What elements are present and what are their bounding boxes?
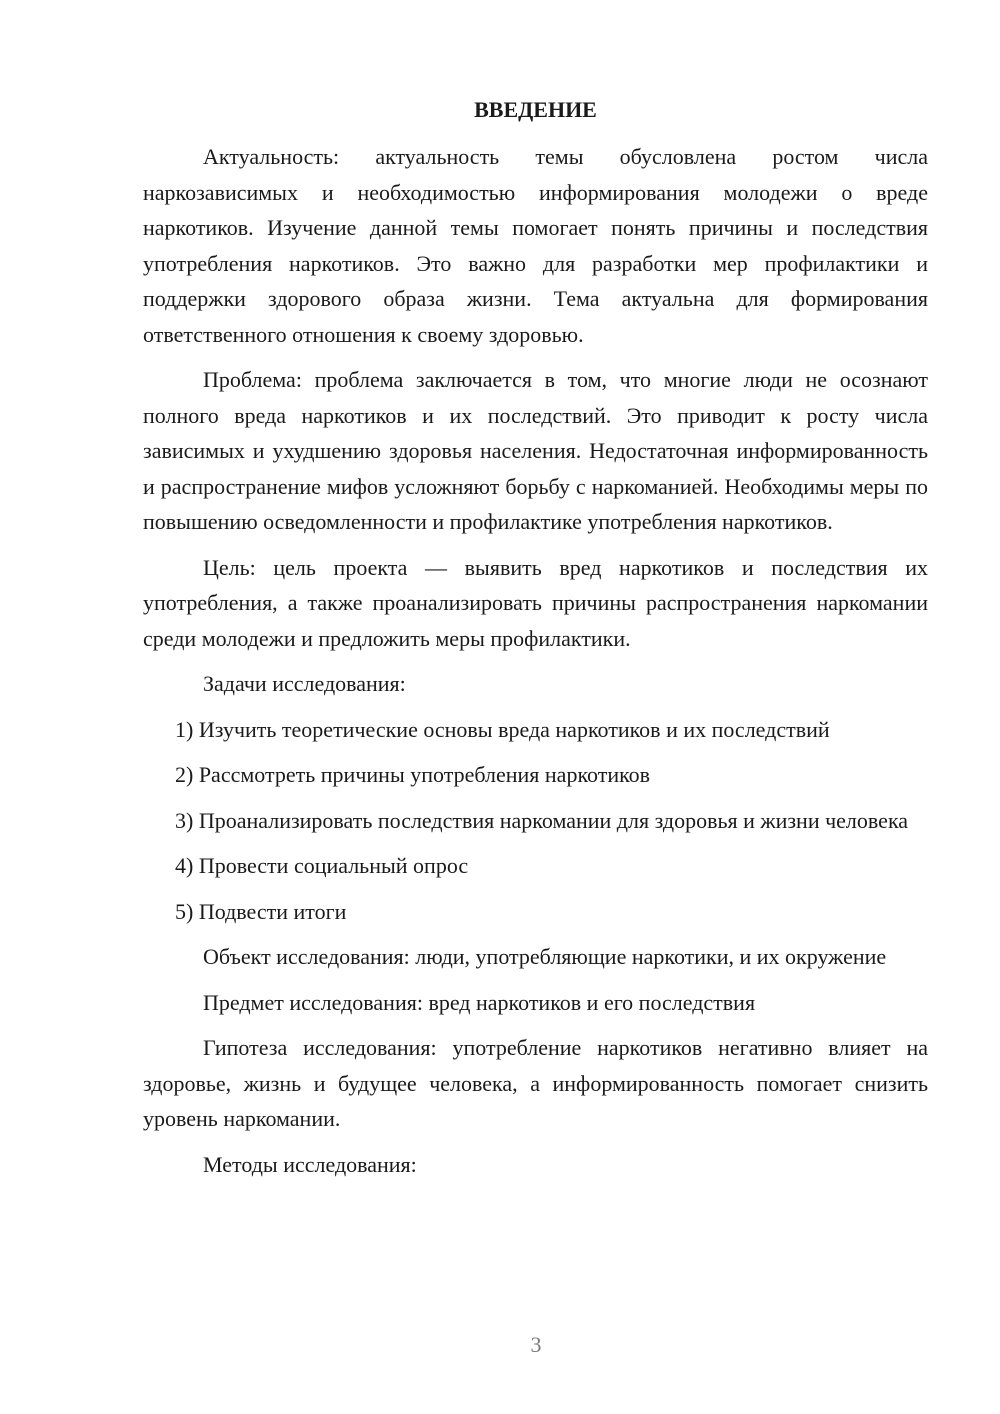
methods-heading: Методы исследования: <box>203 1151 417 1177</box>
task-item: 4) Провести социальный опрос <box>175 853 469 878</box>
paragraph-problem: Проблема: проблема заключается в том, что многие люди не осознают полного вреда наркотиков и их последствий. Это приводит к росту числа зависимых и ухудшению здоровья населения. Недостаточная информированность и распространение мифов усложняют борьбу с наркоманией. Необходимы меры по повышению осведомленности и профилактике употребления наркотиков. <box>143 367 928 534</box>
paragraph-hypothesis: Гипотеза исследования: употребление наркотиков негативно влияет на здоровье, жизнь и будущее человека, а информированность помогает снизить уровень наркомании. <box>143 1035 928 1131</box>
tasks-heading: Задачи исследования: <box>203 671 406 696</box>
paragraph-relevance: Актуальность: актуальность темы обусловлена ростом числа наркозависимых и необходимостью информирования молодежи о вреде наркотиков. Изучение данной темы помогает понять причины и последствия употребления наркотиков. Это важно для разработки мер профилактики и поддержки здорового образа жизни. Тема актуальна для формирования ответственного отношения к своему здоровью. <box>143 144 928 347</box>
tasks-list <box>143 712 928 930</box>
paragraph-goal: Цель: цель проекта — выявить вред наркотиков и последствия их употребления, а также проанализировать причины распространения наркомании среди молодежи и предложить меры профилактики. <box>143 554 928 651</box>
task-item: 3) Проанализировать последствия наркомании для здоровья и жизни человека <box>175 807 909 833</box>
task-item: 2) Рассмотреть причины употребления наркотиков <box>175 762 651 787</box>
paragraph-subject: Предмет исследования: вред наркотиков и его последствия <box>203 989 756 1015</box>
page-content <box>143 90 928 1192</box>
task-item: 1) Изучить теоретические основы вреда наркотиков и их последствий <box>175 716 830 742</box>
page-title: ВВЕДЕНИЕ <box>474 97 597 122</box>
paragraph-object: Объект исследования: люди, употребляющие наркотики, и их окружение <box>203 944 887 969</box>
task-item: 5) Подвести итоги <box>175 898 347 924</box>
page-number: 3 <box>530 1332 542 1357</box>
